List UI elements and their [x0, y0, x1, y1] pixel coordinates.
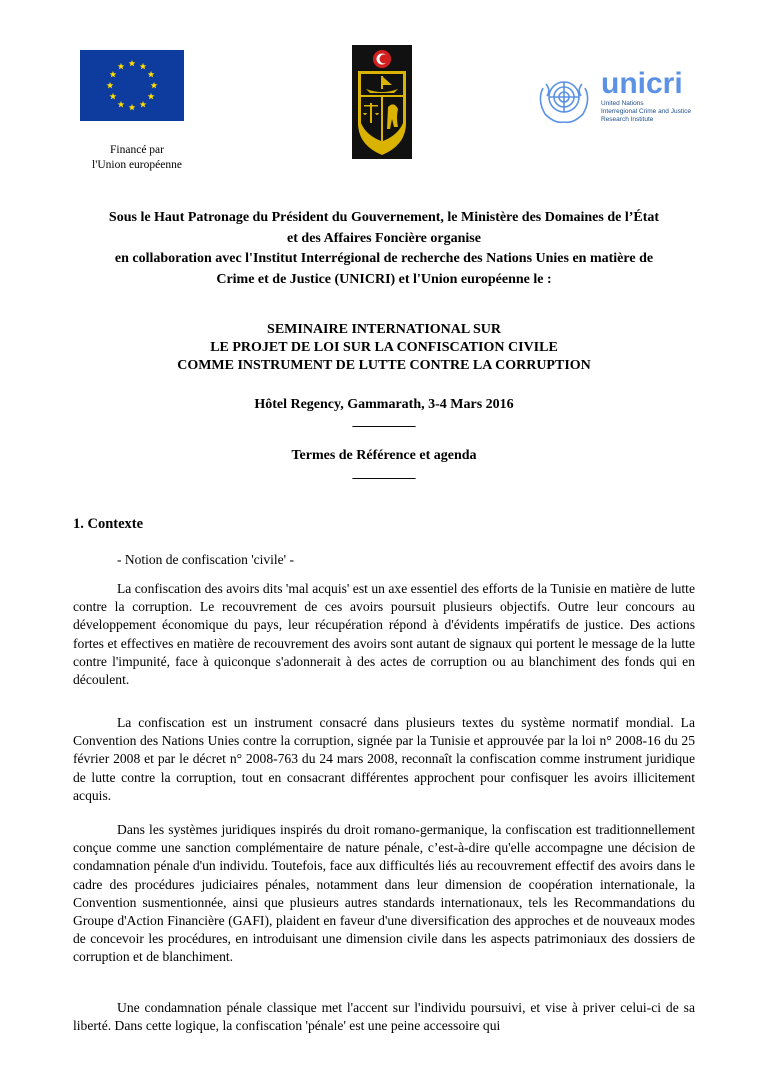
section-heading: 1. Contexte — [73, 516, 144, 532]
separator-line: _________ — [352, 466, 416, 481]
intro-line: en collaboration avec l'Institut Interrégional de recherche des Nations Unies en matière de — [114, 251, 654, 266]
terms-heading: Termes de Référence et agenda — [291, 448, 477, 463]
seminar-title — [60, 321, 708, 375]
tunisia-coat-of-arms-icon — [352, 45, 412, 159]
seminar-title-line: SEMINAIRE INTERNATIONAL SUR — [267, 322, 501, 337]
unicri-logo — [533, 68, 703, 126]
separator-line: _________ — [352, 414, 416, 429]
seminar-title-line: COMME INSTRUMENT DE LUTTE CONTRE LA CORRUPTION — [177, 358, 591, 373]
eu-flag-icon — [80, 50, 184, 121]
body-paragraph: La confiscation est un instrument consacré dans plusieurs textes du système normatif mondial. La Convention des Nations Unies contre la corruption, signée par la Tunisie et approuvée par la loi n° 2008-16 du 25 février 2008 et par le décret n° 2008-763 du 24 mars 2008, reconnaît la confiscation comme instrument juridique de lutte contre la corruption, tout en consacrant différentes approchent pour confisquer les avoirs illicitement acquis. — [73, 715, 695, 803]
seminar-title-line: LE PROJET DE LOI SUR LA CONFISCATION CIVILE — [210, 340, 558, 355]
body-paragraph: La confiscation des avoirs dits 'mal acquis' est un axe essentiel des efforts de la Tunisie en matière de lutte contre la corruption. Le recouvrement de ces avoirs poursuit plusieurs objectifs. Outre leur concours au développement économique du pays, leur récupération répond à d'évidents impératifs de justice. Des actions fortes et effectives en matière de recouvrement des avoirs sont autant de signaux qui portent le message de la lutte contre l'impunité, face à quiconque s'adonnerait à des actes de corruption ou au blanchiment des fonds qui en découlent. — [73, 581, 695, 688]
venue-date: Hôtel Regency, Gammarath, 3-4 Mars 2016 — [254, 397, 514, 412]
patronage-intro — [60, 208, 708, 290]
eu-caption-line: l'Union européenne — [92, 159, 182, 171]
intro-line: et des Affaires Foncière organise — [287, 230, 481, 246]
eu-caption-line: Financé par — [110, 144, 164, 156]
un-emblem-icon — [533, 68, 595, 126]
eu-funding-caption — [72, 143, 202, 173]
intro-line: Sous le Haut Patronage du Président du Gouvernement, le Ministère des Domaines de l’État — [108, 210, 660, 225]
unicri-subtitle-line: United Nations — [601, 100, 644, 107]
body-paragraph: Une condamnation pénale classique met l'accent sur l'individu poursuivi, et vise à priver celui-ci de sa liberté. Dans cette logique, la confiscation 'pénale' est une peine accessoire qui — [73, 1000, 695, 1034]
intro-line: Crime et de Justice (UNICRI) et l'Union européenne le : — [216, 271, 552, 287]
unicri-subtitle-line: Interregional Crime and Justice — [601, 108, 691, 115]
unicri-subtitle-line: Research Institute — [601, 116, 654, 123]
body-paragraph: Dans les systèmes juridiques inspirés du droit romano-germanique, la confiscation est traditionnellement conçue comme une sanction complémentaire de nature pénale, c’est-à-dire qu'elle accompagne une décision de condamnation pénale d'un individu. Toutefois, face aux difficultés liés au recouvrement effectif des avoirs dans le cadre des procédures judiciaires pénales, notamment dans leur dimension de coopération internationale, la Convention susmentionnée, ainsi que plusieurs autres standards internationaux, tels les Recommandations du Groupe d'Action Financière (GAFI), plaident en faveur d'une diversification des approches et de nouveaux modes de concevoir les procédures, en introduisant une dimension civile dans les aspects patrimoniaux des dossiers de corruption et de blanchiment. — [73, 822, 695, 965]
unicri-wordmark: unicri — [601, 67, 683, 100]
section-subtitle: - Notion de confiscation 'civile' - — [117, 552, 294, 567]
